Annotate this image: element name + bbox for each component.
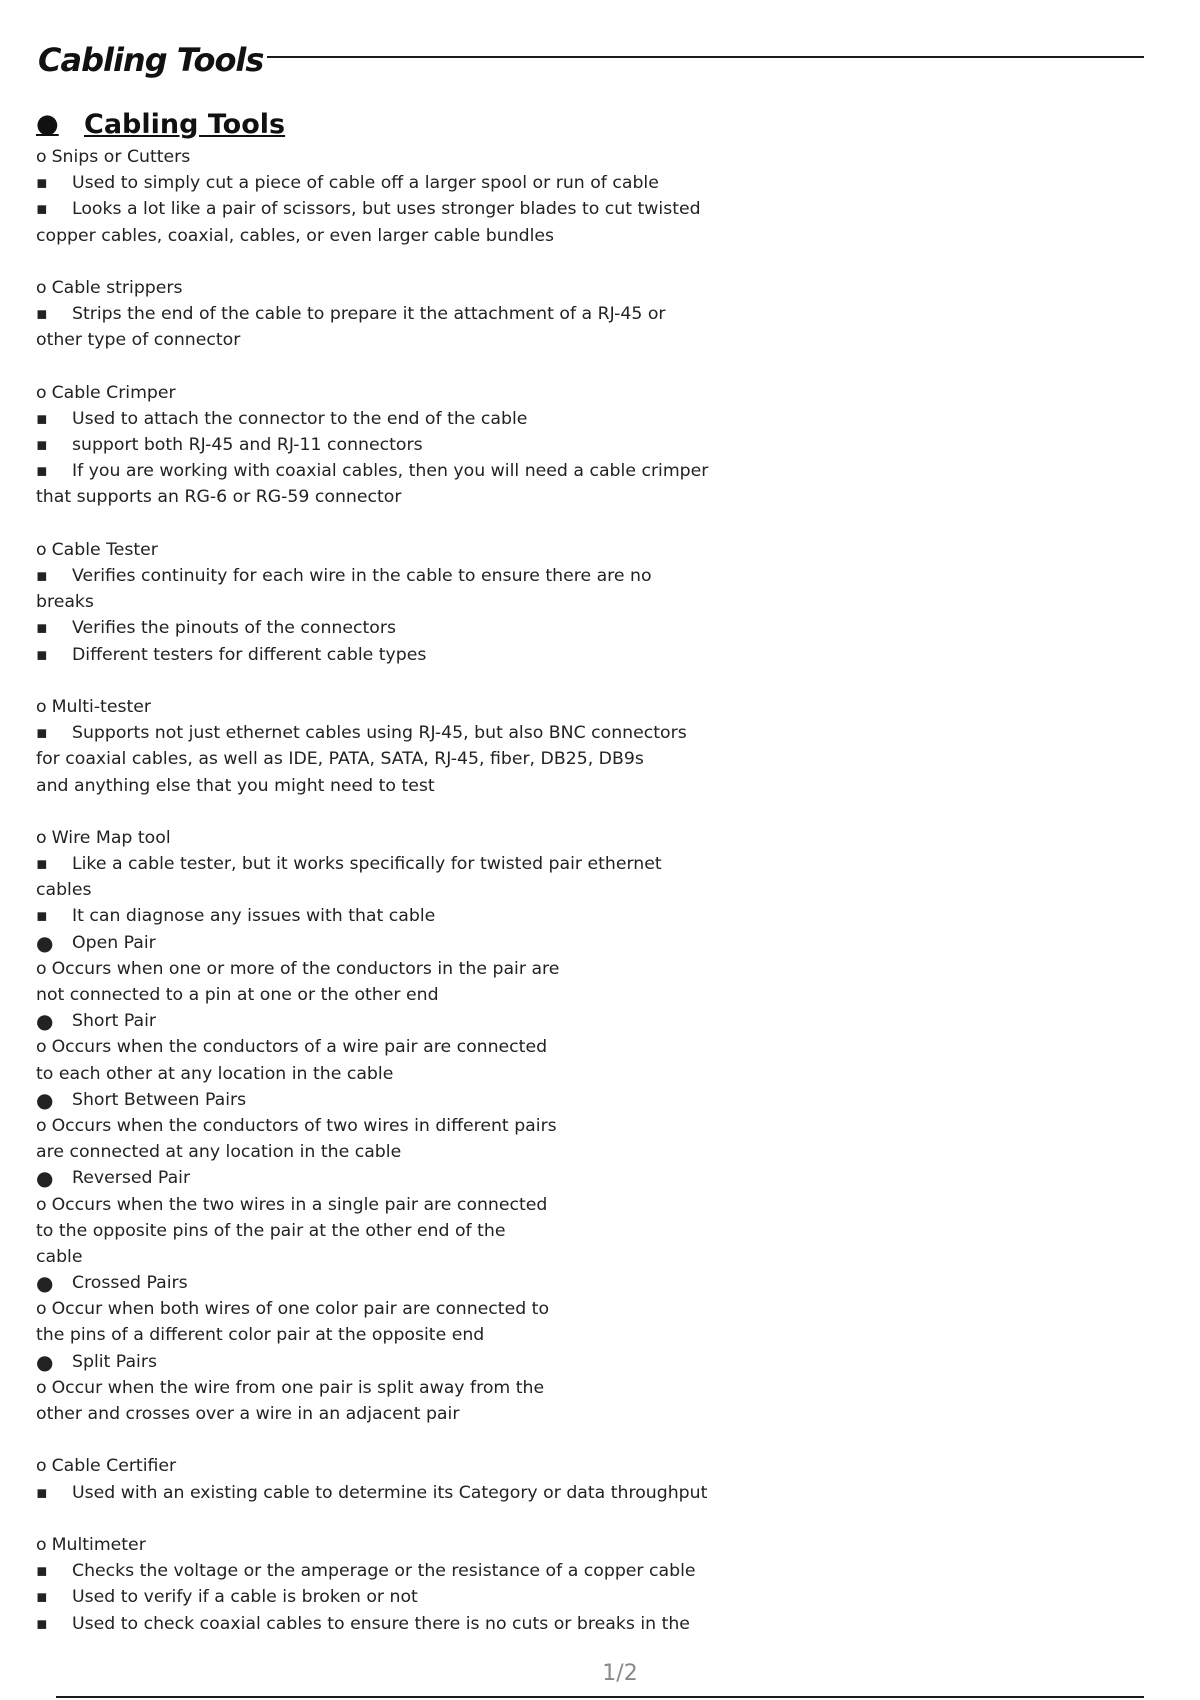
bullet-marker: ▪ xyxy=(36,199,48,220)
page-header xyxy=(38,40,1144,80)
list-item xyxy=(36,615,796,641)
bullet-marker: ▪ xyxy=(36,723,48,744)
list-item xyxy=(36,1611,796,1637)
line-text: Cable Crimper xyxy=(51,382,176,403)
header-title: Cabling Tools xyxy=(38,40,267,80)
list-item xyxy=(36,1270,796,1296)
line-text: to the opposite pins of the pair at the other end of the xyxy=(36,1220,506,1241)
line-text: Occur when the wire from one pair is split away from the xyxy=(51,1377,545,1398)
line-text: Occur when both wires of one color pair are connected to xyxy=(51,1299,550,1320)
page-number: 1/2 xyxy=(602,1661,638,1686)
line-text: Used to check coaxial cables to ensure there is no cuts or breaks in the xyxy=(72,1613,690,1634)
line-text: Multi-tester xyxy=(51,696,151,717)
item-marker: o xyxy=(36,1456,47,1477)
list-item-heading xyxy=(36,380,796,406)
document-body xyxy=(36,104,796,1637)
blank-line xyxy=(36,354,796,380)
list-item-heading xyxy=(36,694,796,720)
line-text: cable xyxy=(36,1246,83,1267)
bullet-marker: ▪ xyxy=(36,1587,48,1608)
list-item-heading xyxy=(36,1375,796,1401)
line-text: other type of connector xyxy=(36,330,241,351)
bullet-marker: ▪ xyxy=(36,1561,48,1582)
line-text: It can diagnose any issues with that cable xyxy=(72,906,436,927)
line-text: Looks a lot like a pair of scissors, but uses stronger blades to cut twisted xyxy=(72,199,701,220)
list-item xyxy=(36,930,796,956)
bullet-marker: ▪ xyxy=(36,304,48,325)
bullet-marker: ▪ xyxy=(36,435,48,456)
list-item xyxy=(36,1139,796,1165)
line-text: Split Pairs xyxy=(72,1351,157,1372)
bullet-marker: ● xyxy=(36,1271,54,1296)
line-text: Used to verify if a cable is broken or not xyxy=(72,1587,418,1608)
item-marker: o xyxy=(36,1534,47,1555)
list-item xyxy=(36,223,796,249)
footer-rule xyxy=(56,1696,1144,1698)
blank-line xyxy=(36,668,796,694)
list-item xyxy=(36,1349,796,1375)
list-item xyxy=(36,458,796,484)
item-marker: o xyxy=(36,1115,47,1136)
list-item-heading xyxy=(36,956,796,982)
list-item xyxy=(36,484,796,510)
list-item xyxy=(36,1218,796,1244)
list-item xyxy=(36,642,796,668)
line-text: Open Pair xyxy=(72,932,156,953)
line-text: Multimeter xyxy=(51,1534,146,1555)
bullet-marker: ● xyxy=(36,1349,54,1374)
line-text: Different testers for different cable types xyxy=(72,644,427,665)
line-text: breaks xyxy=(36,592,94,613)
item-marker: o xyxy=(36,147,47,167)
item-marker: o xyxy=(36,827,47,848)
line-text: Cable Certifier xyxy=(51,1456,177,1477)
list-item-heading xyxy=(36,144,796,170)
list-item xyxy=(36,327,796,353)
item-marker: o xyxy=(36,1299,47,1320)
bullet-marker: ▪ xyxy=(36,854,48,875)
list-item-heading xyxy=(36,1296,796,1322)
line-text: Like a cable tester, but it works specifically for twisted pair ethernet xyxy=(72,854,662,875)
list-item xyxy=(36,1008,796,1034)
heading-text: Cabling Tools xyxy=(84,108,286,140)
list-item xyxy=(36,301,796,327)
list-item xyxy=(36,903,796,929)
list-item xyxy=(36,170,796,196)
bullet-marker: ● xyxy=(36,930,54,955)
bullet-marker: ▪ xyxy=(36,906,48,927)
bullet-marker: ▪ xyxy=(36,461,48,482)
line-text: are connected at any location in the cable xyxy=(36,1142,402,1163)
line-text: and anything else that you might need to test xyxy=(36,775,435,796)
list-item xyxy=(36,406,796,432)
line-text: cables xyxy=(36,880,92,901)
list-item xyxy=(36,1480,796,1506)
list-item xyxy=(36,1244,796,1270)
line-text: Occurs when the conductors of a wire pair are connected xyxy=(51,1037,548,1058)
item-marker: o xyxy=(36,1194,47,1215)
item-marker: o xyxy=(36,1037,47,1058)
item-marker: o xyxy=(36,539,47,560)
list-item xyxy=(36,877,796,903)
line-text: copper cables, coaxial, cables, or even larger cable bundles xyxy=(36,225,555,246)
list-item xyxy=(36,589,796,615)
list-item-heading xyxy=(36,1034,796,1060)
line-text: Crossed Pairs xyxy=(72,1273,188,1294)
blank-line xyxy=(36,511,796,537)
line-text: support both RJ-45 and RJ-11 connectors xyxy=(72,435,423,456)
item-marker: o xyxy=(36,958,47,979)
line-text: to each other at any location in the cable xyxy=(36,1063,394,1084)
list-item xyxy=(36,1558,796,1584)
list-item xyxy=(36,1165,796,1191)
list-item xyxy=(36,851,796,877)
line-text: Verifies continuity for each wire in the cable to ensure there are no xyxy=(72,566,652,586)
list-item xyxy=(36,1322,796,1348)
line-text: Cable Tester xyxy=(51,539,158,560)
line-text: Short Between Pairs xyxy=(72,1089,247,1110)
bullet-marker: ● xyxy=(36,1009,54,1034)
line-text: Strips the end of the cable to prepare it the attachment of a RJ-45 or xyxy=(72,304,666,325)
list-item-heading xyxy=(36,537,796,563)
blank-line xyxy=(36,1427,796,1453)
bullet-marker: ▪ xyxy=(36,1613,48,1634)
list-item xyxy=(36,563,796,589)
line-text: the pins of a different color pair at the opposite end xyxy=(36,1325,485,1346)
line-text: If you are working with coaxial cables, then you will need a cable crimper xyxy=(72,461,709,482)
list-item xyxy=(36,746,796,772)
list-item xyxy=(36,720,796,746)
line-text: Used to simply cut a piece of cable off a larger spool or run of cable xyxy=(72,173,659,194)
list-item xyxy=(36,1061,796,1087)
line-text: Used to attach the connector to the end of the cable xyxy=(72,408,528,429)
blank-line xyxy=(36,1506,796,1532)
item-marker: o xyxy=(36,277,47,298)
line-text: Reversed Pair xyxy=(72,1168,191,1189)
line-text: not connected to a pin at one or the other end xyxy=(36,985,439,1005)
item-marker: o xyxy=(36,1377,47,1398)
line-text: Supports not just ethernet cables using RJ-45, but also BNC connectors xyxy=(72,723,687,744)
bullet-marker: ▪ xyxy=(36,173,48,194)
line-text: Short Pair xyxy=(72,1011,157,1032)
line-text: for coaxial cables, as well as IDE, PATA, SATA, RJ-45, fiber, DB25, DB9s xyxy=(36,749,644,770)
bullet-marker: ▪ xyxy=(36,566,48,586)
bullet-marker: ▪ xyxy=(36,644,48,665)
blank-line xyxy=(36,249,796,275)
bullet-marker: ▪ xyxy=(36,618,48,639)
list-item-heading xyxy=(36,275,796,301)
list-item-heading xyxy=(36,1113,796,1139)
bullet-marker: ● xyxy=(36,1087,54,1112)
line-text: Occurs when one or more of the conductors in the pair are xyxy=(51,958,560,979)
list-item xyxy=(36,196,796,222)
heading-bullet: ● xyxy=(36,109,59,139)
bullet-marker: ● xyxy=(36,1166,54,1191)
list-item xyxy=(36,773,796,799)
document-lines xyxy=(36,144,796,1637)
item-marker: o xyxy=(36,382,47,403)
list-item xyxy=(36,1401,796,1427)
line-text: Occurs when the conductors of two wires in different pairs xyxy=(51,1115,557,1136)
bullet-marker: ▪ xyxy=(36,1482,48,1503)
list-item xyxy=(36,1087,796,1113)
line-text: Checks the voltage or the amperage or the resistance of a copper cable xyxy=(72,1561,696,1582)
list-item xyxy=(36,1584,796,1610)
list-item-heading xyxy=(36,825,796,851)
list-item-heading xyxy=(36,1532,796,1558)
bullet-marker: ▪ xyxy=(36,408,48,429)
line-text: Wire Map tool xyxy=(51,827,171,848)
blank-line xyxy=(36,799,796,825)
list-item-heading xyxy=(36,1453,796,1479)
line-text: Occurs when the two wires in a single pair are connected xyxy=(51,1194,548,1215)
line-text: Used with an existing cable to determine its Category or data throughput xyxy=(72,1482,708,1503)
line-text: Snips or Cutters xyxy=(51,147,191,167)
line-text: Cable strippers xyxy=(51,277,183,298)
item-marker: o xyxy=(36,696,47,717)
line-text: Verifies the pinouts of the connectors xyxy=(72,618,396,639)
line-text: that supports an RG-6 or RG-59 connector xyxy=(36,487,402,508)
list-item xyxy=(36,432,796,458)
list-item-heading xyxy=(36,1192,796,1218)
line-text: other and crosses over a wire in an adjacent pair xyxy=(36,1404,460,1424)
section-heading xyxy=(36,104,796,144)
list-item xyxy=(36,982,796,1008)
